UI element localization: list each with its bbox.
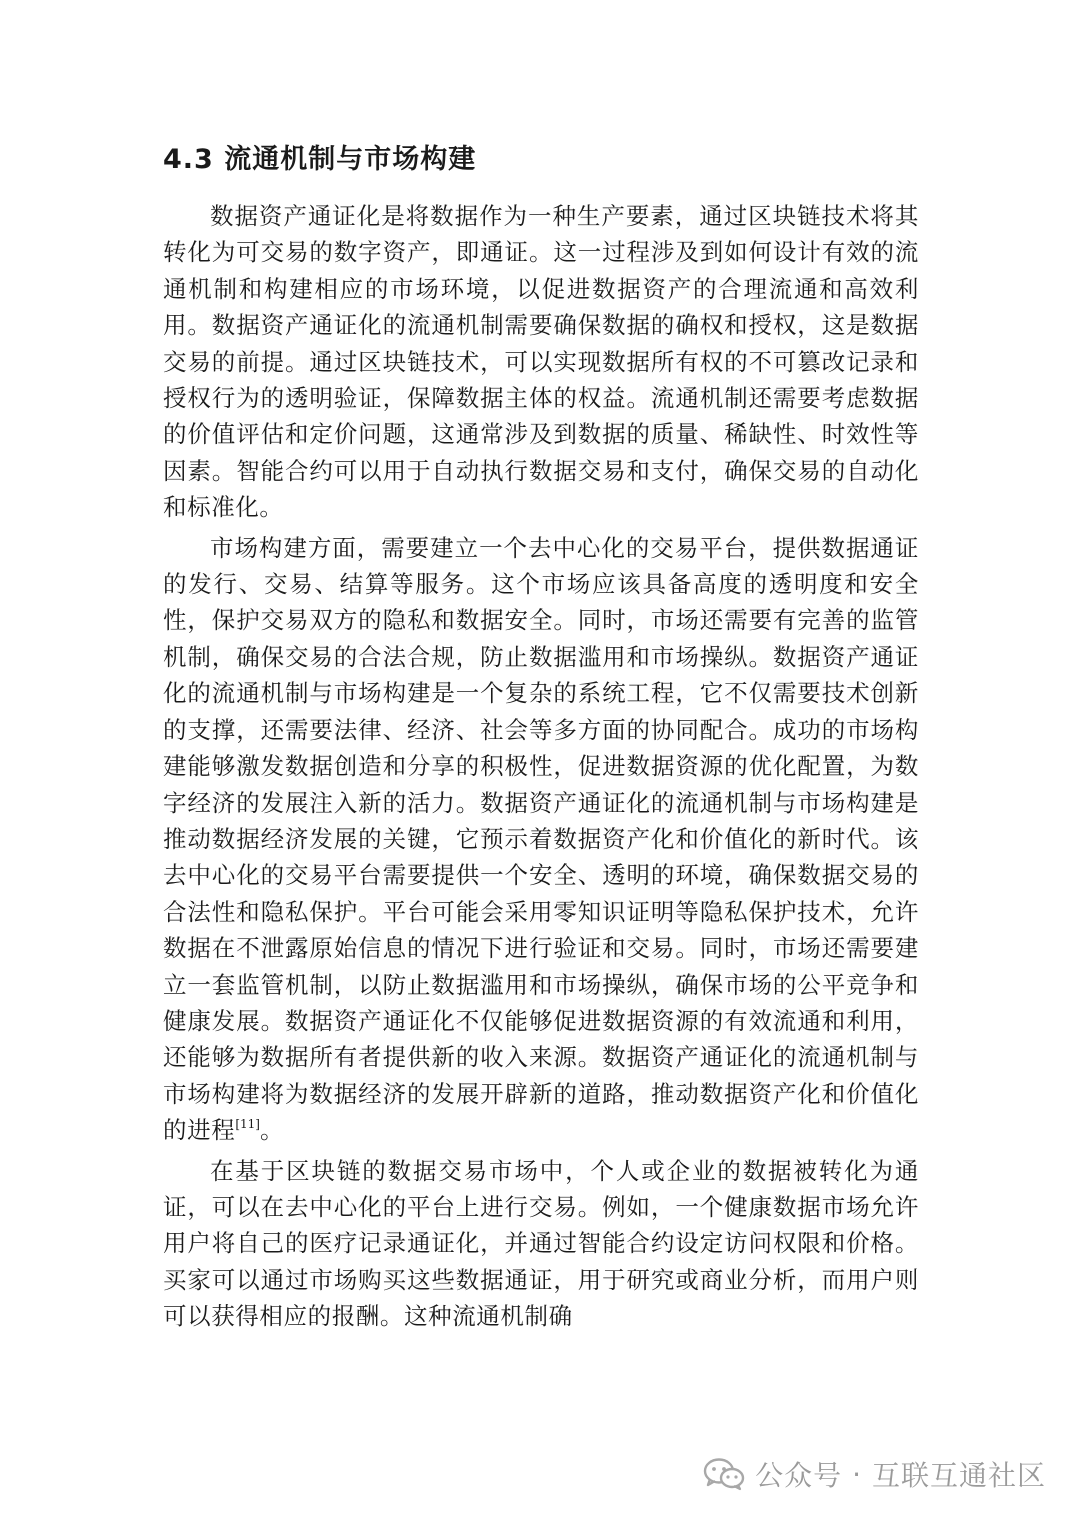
watermark-label: 公众号: [755, 1459, 843, 1492]
paragraph-1-text: 数据资产通证化是将数据作为一种生产要素，通过区块链技术将其转化为可交易的数字资产，即通证。这一过程涉及到如何设计有效的流通机制和构建相应的市场环境，以促进数据资产的合理流通和高效利用。数据资产通证化的流通机制需要确保数据的确权和授权，这是数据交易的前提。通过区块链技术，可以实现数据所有权的不可篡改记录和授权行为的透明验证，保障数据主体的权益。流通机制还需要考虑数据的价值评估和定价问题，这通常涉及到数据的质量、稀缺性、时效性等因素。智能合约可以用于自动执行数据交易和支付，确保交易的自动化和标准化。: [163, 202, 919, 522]
wechat-icon: [703, 1457, 745, 1491]
paragraph-2-text: 市场构建方面，需要建立一个去中心化的交易平台，提供数据通证的发行、交易、结算等服务。这个市场应该具备高度的透明度和安全性，保护交易双方的隐私和数据安全。同时，市场还需要有完善的监管机制，确保交易的合法合规，防止数据滥用和市场操纵。数据资产通证化的流通机制与市场构建是一个复杂的系统工程，它不仅需要技术创新的支撑，还需要法律、经济、社会等多方面的协同配合。成功的市场构建能够激发数据创造和分享的积极性，促进数据资源的优化配置，为数字经济的发展注入新的活力。数据资产通证化的流通机制与市场构建是推动数据经济发展的关键，它预示着数据资产化和价值化的新时代。该去中心化的交易平台需要提供一个安全、透明的环境，确保数据交易的合法性和隐私保护。平台可能会采用零知识证明等隐私保护技术，允许数据在不泄露原始信息的情况下进行验证和交易。同时，市场还需要建立一套监管机制，以防止数据滥用和市场操纵，确保市场的公平竞争和健康发展。数据资产通证化不仅能够促进数据资源的有效流通和利用，还能够为数据所有者提供新的收入来源。数据资产通证化的流通机制与市场构建将为数据经济的发展开辟新的道路，推动数据资产化和价值化的进程: [163, 533, 919, 1145]
paragraph-1: [163, 198, 919, 526]
paragraph-3: [163, 1153, 919, 1335]
wechat-watermark: [703, 1454, 1046, 1494]
paragraph-2-tail: 。: [259, 1116, 285, 1145]
paragraph-3-text: 在基于区块链的数据交易市场中，个人或企业的数据被转化为通证，可以在去中心化的平台上进行交易。例如，一个健康数据市场允许用户将自己的医疗记录通证化，并通过智能合约设定访问权限和价格。买家可以通过市场购买这些数据通证，用于研究或商业分析，而用户则可以获得相应的报酬。这种流通机制确: [163, 1156, 919, 1331]
watermark-separator: ·: [852, 1457, 862, 1491]
paragraph-2: [163, 530, 919, 1149]
document-page: [163, 140, 919, 1339]
watermark-account: 互联互通社区: [871, 1459, 1046, 1492]
section-title: 4.3 流通机制与市场构建: [163, 144, 477, 175]
citation-ref[interactable]: [11]: [235, 1117, 260, 1132]
